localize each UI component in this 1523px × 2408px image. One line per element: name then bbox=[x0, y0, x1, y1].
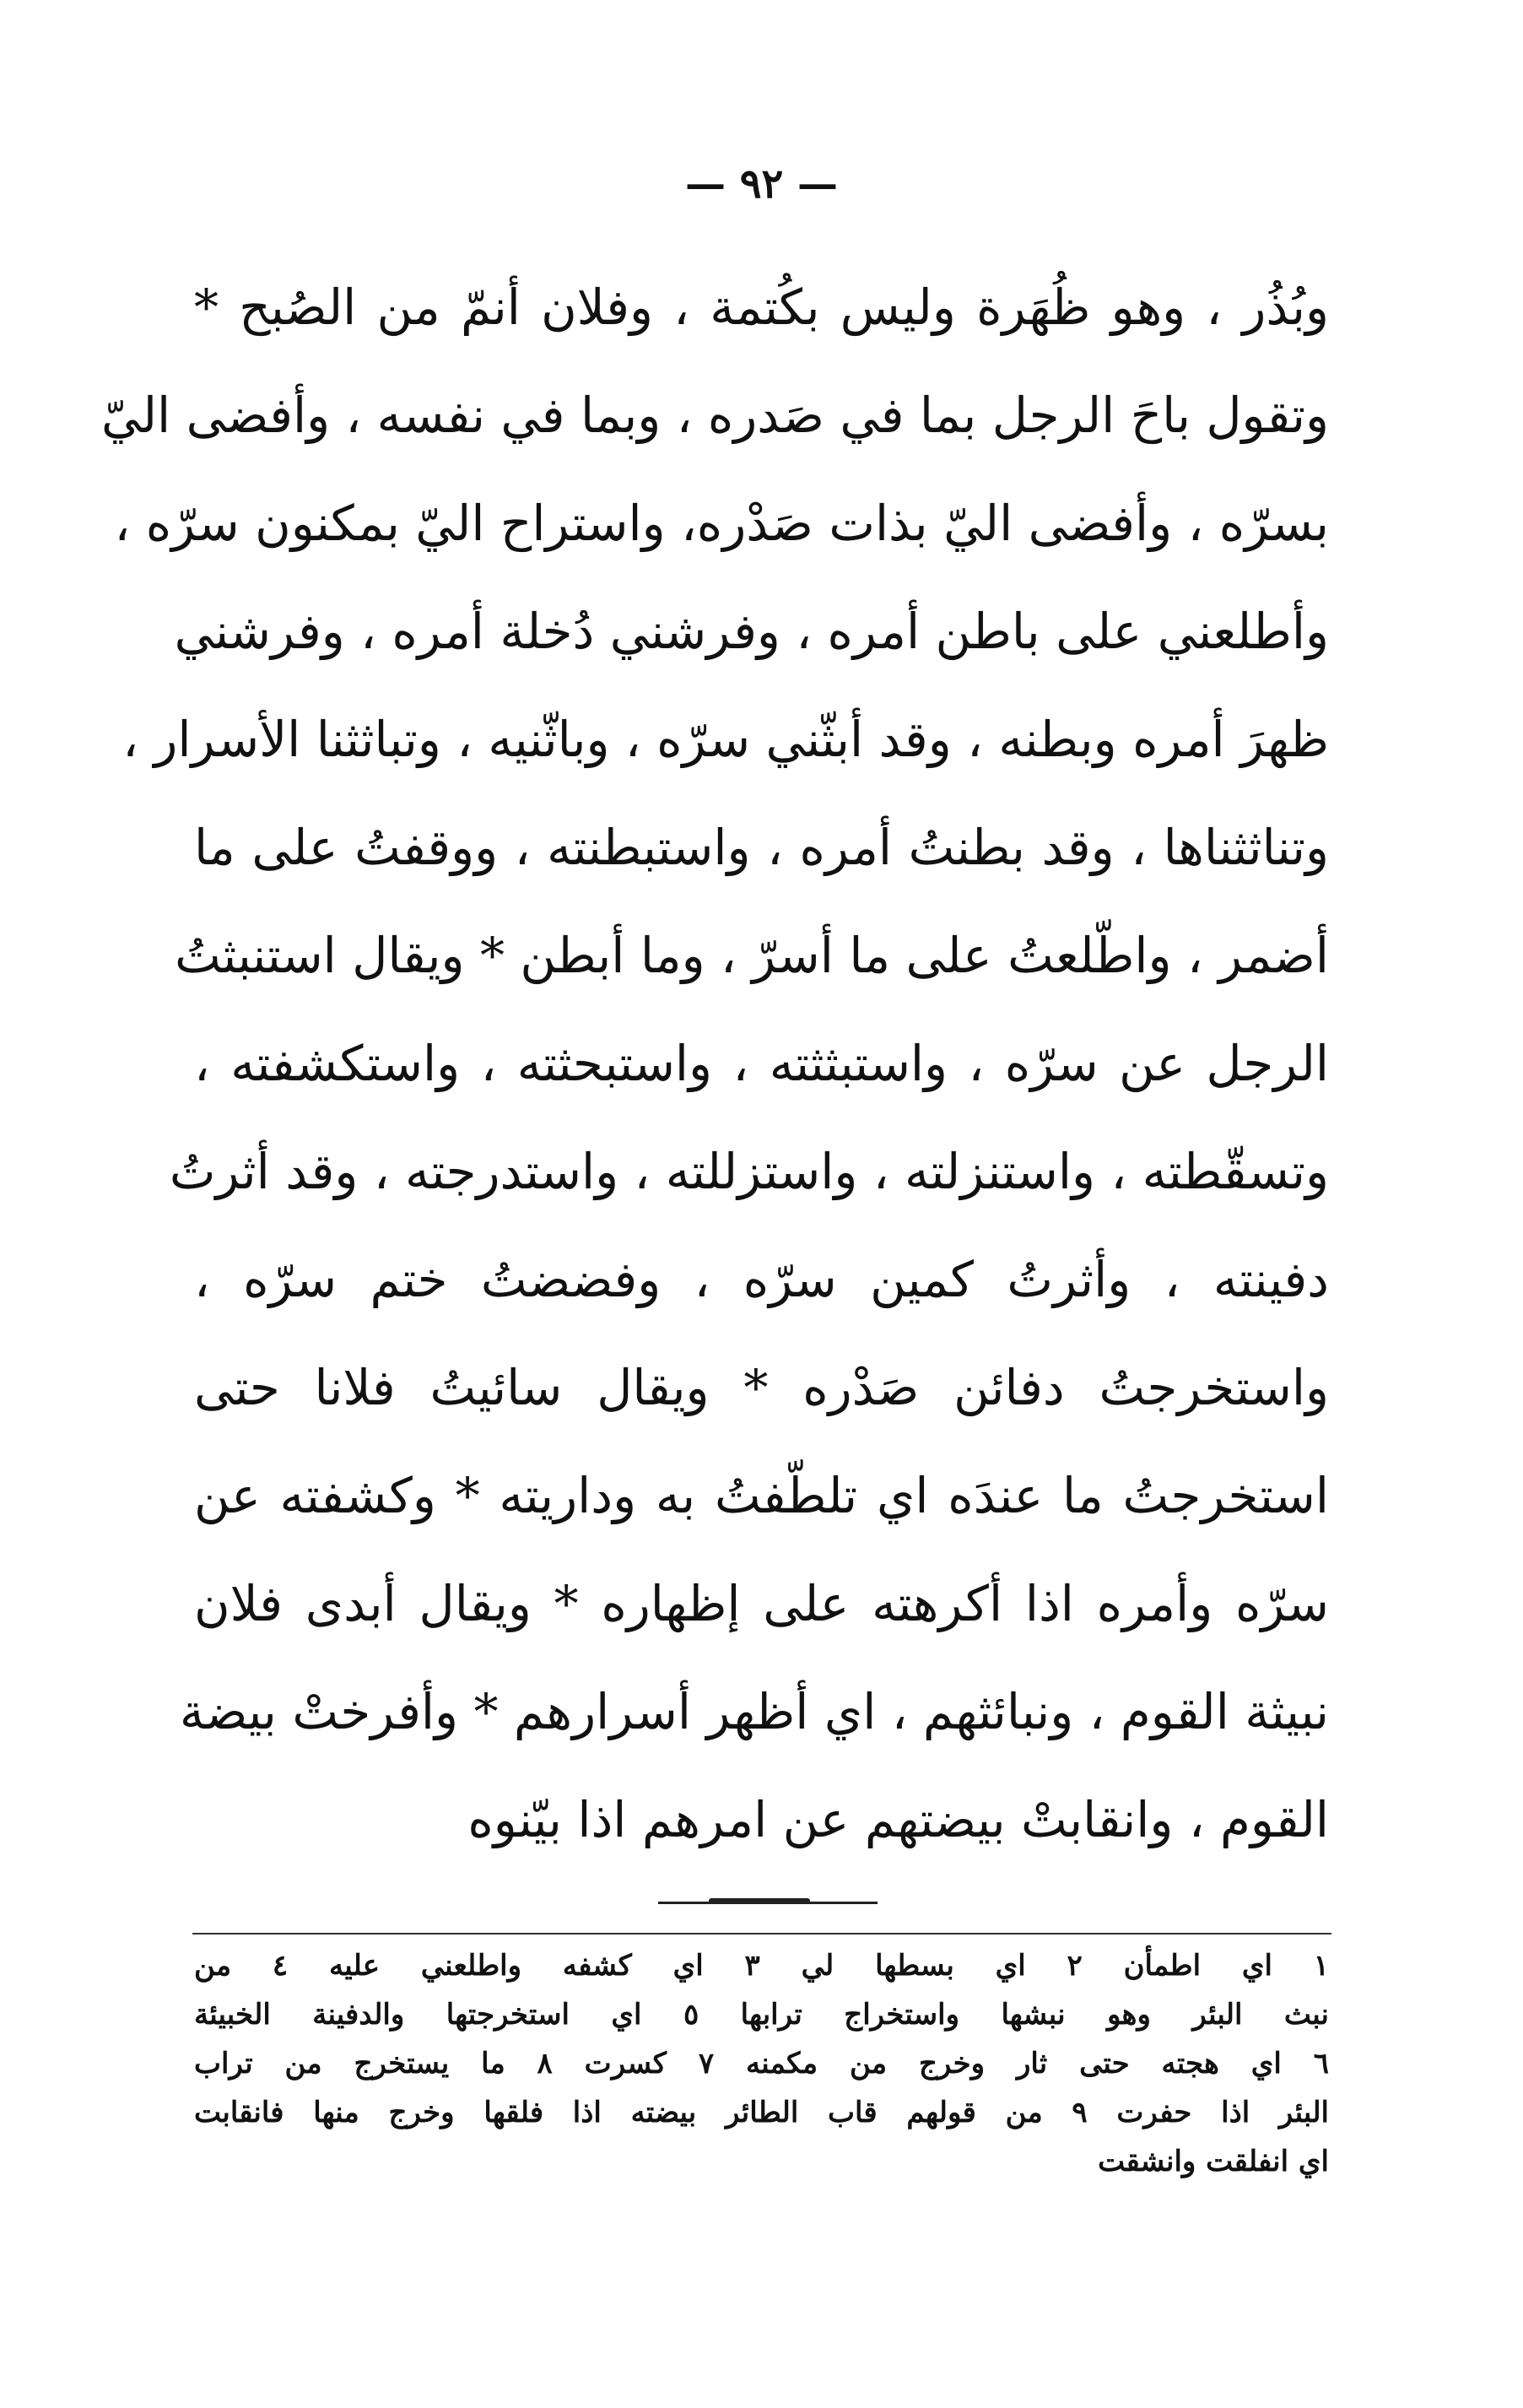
footnotes bbox=[194, 1941, 1329, 2186]
footnote-line: البئر اذا حفرت ٩ من قولهم قاب الطائر بيضته اذا فلقها وخرج منها فانقابت bbox=[194, 2096, 1329, 2129]
text-line: استخرجتُ ما عندَه اي تلطّفتُ به وداريته * وكشفته عن bbox=[194, 1467, 1329, 1524]
text-line: ظهرَ أمره وبطنه ، وقد أبثّني سرّه ، وباثّنيه ، وتباثثنا الأسرار ، bbox=[122, 711, 1329, 768]
text-line: وأطلعني على باطن أمره ، وفرشني دُخلة أمره ، وفرشني bbox=[174, 603, 1329, 660]
text-line: وتسقّطته ، واستنزلته ، واستزللته ، واستدرجته ، وقد أثرتُ bbox=[169, 1143, 1329, 1200]
text-line: بسرّه ، وأفضى اليّ بذات صَدْره، واستراح اليّ بمكنون سرّه ، bbox=[114, 495, 1329, 552]
footnote-rule bbox=[192, 1933, 1331, 1935]
main-text bbox=[101, 253, 1329, 1874]
text-line: دفينته ، وأثرتُ كمين سرّه ، وفضضتُ ختم سرّه ، bbox=[194, 1251, 1329, 1308]
text-line: الرجل عن سرّه ، واستبثثته ، واستبحثته ، واستكشفته ، bbox=[194, 1035, 1329, 1092]
footnote-line: ٦ اي هجته حتى ثار وخرج من مكمنه ٧ كسرت ٨ ما يستخرج من تراب bbox=[194, 2047, 1329, 2081]
text-line: وتناثثناها ، وقد بطنتُ أمره ، واستبطنته ، ووقفتُ على ما bbox=[194, 819, 1329, 876]
footnote-line: نبث البئر وهو نبشها واستخراج ترابها ٥ اي استخرجتها والدفينة الخبيئة bbox=[194, 1998, 1330, 2032]
text-line: واستخرجتُ دفائن صَدْره * ويقال سائيتُ فلانا حتى bbox=[194, 1359, 1329, 1416]
text-line: وتقول باحَ الرجل بما في صَدره ، وبما في نفسه ، وأفضى اليّ bbox=[101, 387, 1329, 444]
text-line: أضمر ، واطّلعتُ على ما أسرّ ، وما أبطن * ويقال استنبثتُ bbox=[175, 927, 1329, 984]
text-line: نبيثة القوم ، ونبائثهم ، اي أظهر أسرارهم * وأفرختْ بيضة bbox=[179, 1683, 1329, 1740]
footnote-line: اي انفلقت وانشقت bbox=[1098, 2145, 1329, 2178]
text-line: القوم ، وانقابتْ بيضتهم عن امرهم اذا بيّنوه bbox=[467, 1791, 1329, 1848]
ornament-divider-center bbox=[709, 1898, 810, 1903]
footnote-line: ١ اي اطمأن ٢ اي بسطها لي ٣ اي كشفه واطلعني عليه ٤ من bbox=[194, 1949, 1330, 1983]
page-number: — ٩٢ — bbox=[685, 160, 838, 208]
text-line: سرّه وأمره اذا أكرهته على إظهاره * ويقال أبدى فلان bbox=[194, 1575, 1329, 1632]
text-line: وبُذُر ، وهو ظُهَرة وليس بكُتمة ، وفلان أنمّ من الصُبح * bbox=[194, 279, 1329, 336]
